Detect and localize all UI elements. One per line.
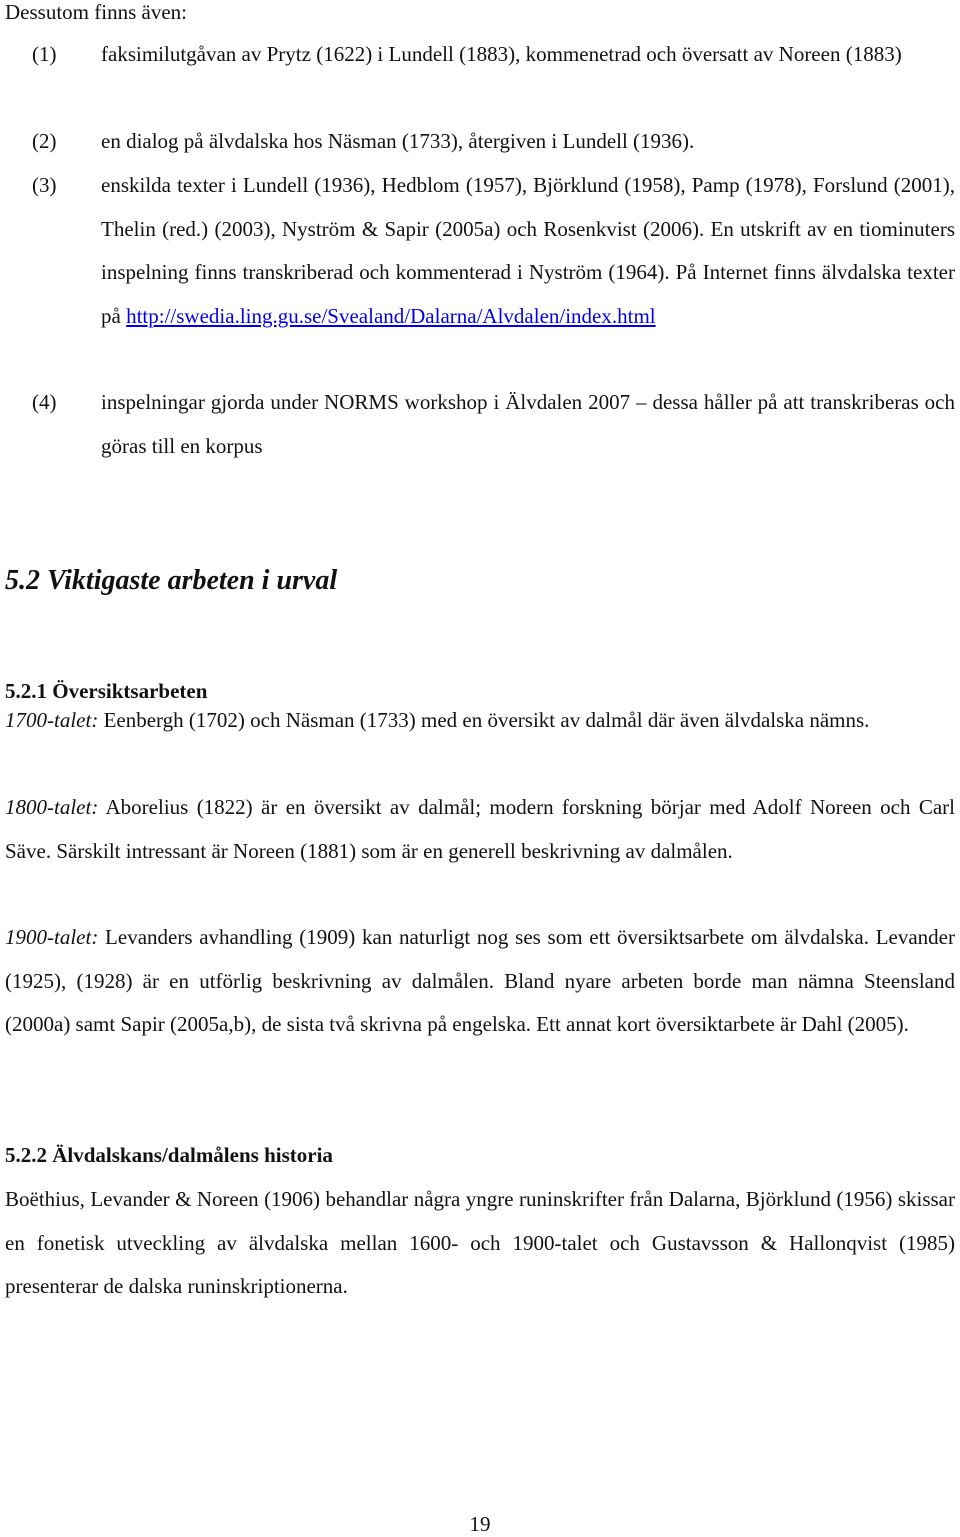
- list-number: (3): [32, 173, 57, 197]
- paragraph: [5, 786, 955, 873]
- list-text: enskilda texter i Lundell (1936), Hedblom (1957), Björklund (1958), Pamp (1978), Forslund (2001), Thelin (red.) (2003), Nyström & Sapir (2005a) och Rosenkvist (2006). En utskrift av en tiominuters inspelning finns transkriberad och kommenterad i Nyström (1964). På Internet finns älvdalska texter på: [101, 173, 955, 328]
- era-label: 1800-talet:: [5, 795, 99, 819]
- paragraph: Boëthius, Levander & Noreen (1906) behandlar några yngre runinskrifter från Dalarna, Björklund (1956) skissar en fonetisk utveckling av älvdalska mellan 1600- och 1900-talet och Gustavsson & Hallonqvist (1985) presenterar de dalska runinskriptionerna.: [5, 1187, 955, 1298]
- intro-text: Dessutom finns även:: [5, 0, 187, 24]
- swedia-link[interactable]: http://swedia.ling.gu.se/Svealand/Dalarna/Alvdalen/index.html: [126, 303, 656, 328]
- list-number: (2): [32, 129, 57, 153]
- list-text: faksimilutgåvan av Prytz (1622) i Lundell (1883), kommenetrad och översatt av Noreen (1883): [101, 42, 902, 66]
- era-label: 1900-talet:: [5, 925, 99, 949]
- list-item: [32, 164, 955, 338]
- list-text-wrap: [101, 164, 955, 338]
- paragraph: [5, 699, 955, 743]
- page-number: 19: [469, 1512, 491, 1536]
- list-text: en dialog på älvdalska hos Näsman (1733), återgiven i Lundell (1936).: [101, 129, 695, 153]
- list-number: (4): [32, 390, 57, 414]
- era-label: 1700-talet:: [5, 708, 99, 732]
- list-number: (1): [32, 42, 57, 66]
- list-text: inspelningar gjorda under NORMS workshop i Älvdalen 2007 – dessa håller på att transkriberas och göras till en korpus: [101, 390, 955, 458]
- paragraph-text: Eenbergh (1702) och Näsman (1733) med en översikt av dalmål där även älvdalska nämns.: [98, 708, 870, 732]
- list-item: [32, 33, 955, 77]
- list-item: [32, 381, 955, 468]
- subsection-title: 5.2.2 Älvdalskans/dalmålens historia: [5, 1143, 333, 1167]
- paragraph-text: Levanders avhandling (1909) kan naturligt nog ses som ett översiktsarbete om älvdalska. Levander (1925), (1928) är en utförlig beskrivning av dalmålen. Bland nyare arbeten borde man nämna Steensland (2000a) samt Sapir (2005a,b), de sista två skrivna på engelska. Ett annat kort översiktarbete är Dahl (2005).: [5, 925, 955, 1036]
- subsection-title: 5.2.1 Översiktsarbeten: [5, 679, 208, 703]
- list-item: [32, 120, 955, 164]
- section-title: 5.2 Viktigaste arbeten i urval: [5, 565, 338, 596]
- paragraph: [5, 916, 955, 1047]
- paragraph-text: Aborelius (1822) är en översikt av dalmål; modern forskning börjar med Adolf Noreen och Carl Säve. Särskilt intressant är Noreen (1881) som är en generell beskrivning av dalmålen.: [5, 795, 955, 863]
